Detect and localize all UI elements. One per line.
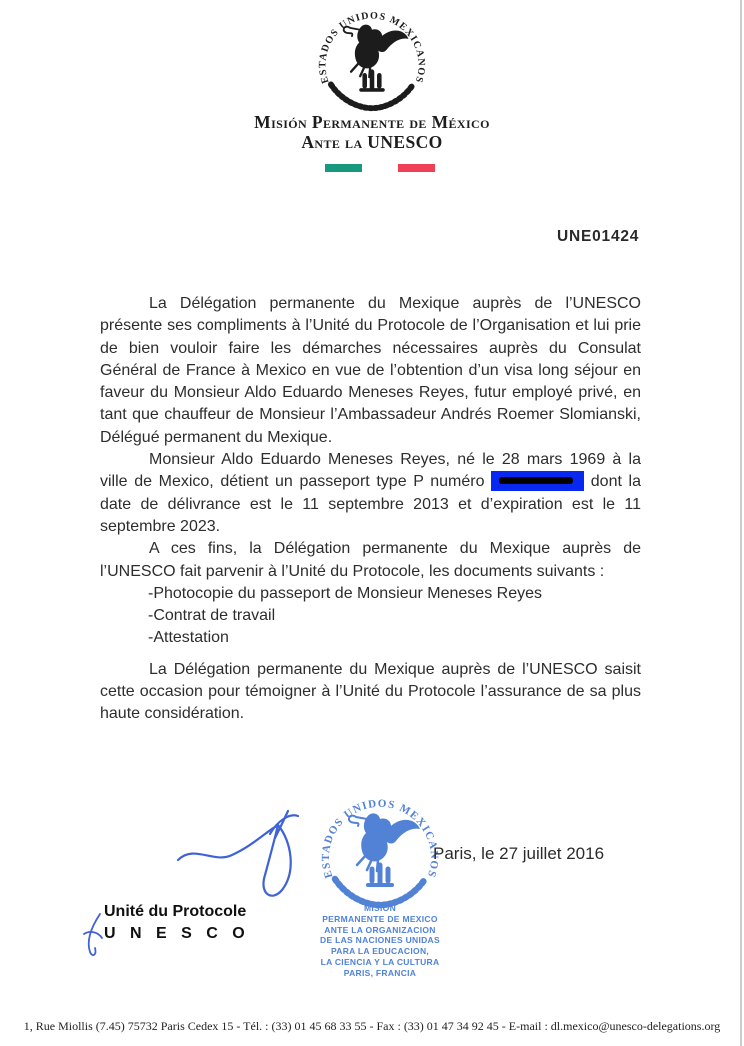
passport-text-after: dont la date de délivrance est le 11 septembre 2013 et d’expiration est le 11 septembre 2023. — [100, 473, 642, 535]
documents-list — [148, 583, 641, 650]
sender-block — [104, 902, 250, 944]
sender-unit: Unité du Protocole — [104, 903, 247, 920]
stamp-line: MISIÓN — [363, 903, 397, 913]
stamp-line: ANTE LA ORGANIZACION — [324, 924, 436, 935]
stamp-line: DE LAS NACIONES UNIDAS — [320, 935, 440, 946]
stamp-line: PARA LA EDUCACION, — [330, 946, 430, 957]
date-line: Paris, le 27 juillet 2016 — [433, 844, 605, 863]
stamp-line: PERMANENTE DE MEXICO — [322, 913, 438, 924]
letter-body — [100, 293, 641, 726]
scan-edge-artifact — [740, 0, 742, 1046]
sender-org: U N E S C O — [104, 925, 250, 942]
letterhead — [0, 6, 744, 177]
flag-bars — [8, 159, 744, 177]
mission-stamp — [316, 793, 444, 979]
mexico-flag-green-bar — [325, 164, 362, 172]
reference-number: UNE01424 — [557, 228, 640, 245]
list-item: -Photocopie du passeport de Monsieur Meneses Reyes — [148, 584, 542, 602]
stamp-text — [316, 903, 444, 979]
list-item: -Attestation — [148, 629, 229, 647]
paragraph-passport — [100, 449, 641, 538]
stamp-line: PARIS, FRANCIA — [343, 967, 417, 978]
mexico-flag-red-bar — [398, 164, 435, 172]
paragraph-documents: A ces fins, la Délégation permanente du Mexique auprès de l’UNESCO fait parvenir à l’Unité du Protocole, les documents suivants : — [100, 540, 641, 580]
mission-title: Misión Permanente de México — [254, 112, 490, 132]
footer-address: 1, Rue Miollis (7.45) 75732 Paris Cedex 15 - Tél. : (33) 01 45 68 33 55 - Fax : (33) 01 47 34 92 45 - E-mail : dl.mexico@unesco-delegations.org — [23, 1019, 721, 1033]
stamp-coat-of-arms-icon — [320, 793, 440, 907]
list-item: -Contrat de travail — [148, 607, 276, 625]
passport-number-redaction — [491, 471, 584, 491]
stamp-line: LA CIENCIA Y LA CULTURA — [320, 956, 440, 967]
coat-of-arms-icon — [317, 6, 427, 110]
mission-subtitle: Ante la UNESCO — [301, 132, 443, 152]
paragraph-closing: La Délégation permanente du Mexique auprès de l’UNESCO saisit cette occasion pour témoigner à l’Unité du Protocole l’assurance de sa plus haute considération. — [100, 660, 641, 723]
redaction-bar — [499, 477, 573, 484]
passport-text-before: Monsieur Aldo Eduardo Meneses Reyes, né le 28 mars 1969 à la ville de Mexico, détient un passeport type P numéro — [100, 451, 641, 491]
pen-mark — [80, 912, 108, 960]
paragraph-intro: La Délégation permanente du Mexique auprès de l’UNESCO présente ses compliments à l’Unité du Protocole de l’Organisation et lui prie de bien vouloir faire les démarches nécessaires auprès du Consulat Général de France à Mexico en vue de l’obtention d’un visa long séjour en faveur du Monsieur Aldo Eduardo Meneses Reyes, futur employé privé, en tant que chauffeur de Monsieur l’Ambassadeur Andrés Roemer Slomianski, Délégué permanent du Mexique. — [100, 295, 641, 446]
